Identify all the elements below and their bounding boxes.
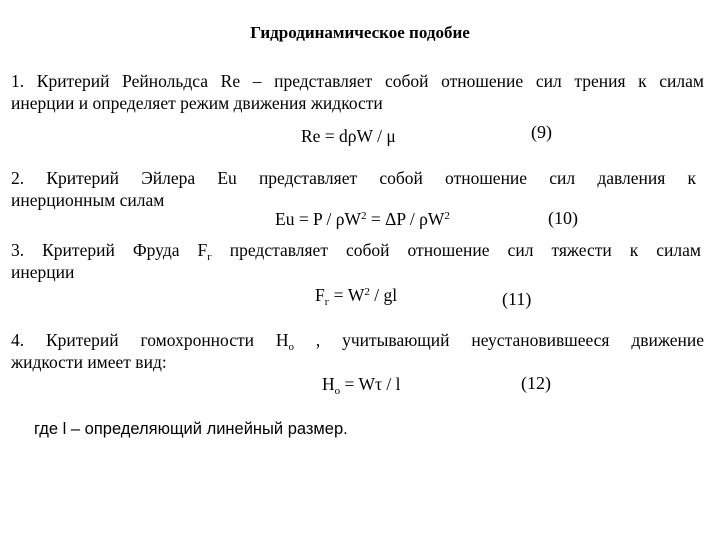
criterion-1-line-1: 1. Критерий Рейнольдса Re – представляет собой отношение сил трения к силам bbox=[11, 71, 704, 91]
formula-homochronicity-part-1: H bbox=[322, 374, 335, 394]
criterion-4-line-1-part-2: , учитывающий неустановившееся движение bbox=[294, 330, 704, 350]
equation-number-12: (12) bbox=[521, 373, 551, 393]
formula-euler bbox=[275, 209, 450, 230]
criterion-4-line-1-part-1: 4. Критерий гомохронности H bbox=[11, 330, 289, 350]
formula-froude-exp: 2 bbox=[364, 286, 370, 298]
formula-homochronicity-sub: o bbox=[334, 385, 341, 397]
formula-homochronicity bbox=[322, 374, 400, 395]
criterion-3-line-1-part-1: 3. Критерий Фруда F bbox=[11, 240, 208, 260]
criterion-4-line-1 bbox=[11, 330, 704, 353]
formula-froude-part-3: / gl bbox=[369, 285, 398, 305]
criterion-3-line-1 bbox=[11, 240, 701, 263]
criterion-3-line-2: инерции bbox=[11, 262, 75, 282]
criterion-1-line-2: инерции и определяет режим движения жидкости bbox=[11, 93, 383, 113]
criterion-2-line-1: 2. Критерий Эйлера Eu представляет собой отношение сил давления к bbox=[11, 168, 696, 188]
formula-euler-exp-1: 2 bbox=[361, 210, 367, 222]
formula-homochronicity-part-2: = Wτ / l bbox=[340, 374, 401, 394]
criterion-3-line-1-part-2: представляет собой отношение сил тяжести к силам bbox=[211, 240, 701, 260]
equation-number-11: (11) bbox=[502, 289, 532, 309]
formula-reynolds: Re = dρW / μ bbox=[301, 126, 396, 146]
formula-euler-exp-2: 2 bbox=[444, 210, 450, 222]
formula-euler-part-2: = ΔP / ρW bbox=[366, 209, 445, 229]
page-title: Гидродинамическое подобие bbox=[250, 23, 470, 42]
formula-froude-sub: г bbox=[324, 296, 330, 308]
equation-number-10: (10) bbox=[548, 208, 578, 228]
criterion-3-line-1-sub: г bbox=[207, 251, 212, 263]
formula-froude-part-2: = W bbox=[329, 285, 365, 305]
criterion-2-line-2: инерционным силам bbox=[11, 190, 165, 210]
criterion-4-line-2: жидкости имеет вид: bbox=[11, 352, 167, 372]
footnote-definition: где l – определяющий линейный размер. bbox=[34, 420, 348, 438]
formula-froude bbox=[315, 285, 397, 306]
formula-euler-part-1: Eu = P / ρW bbox=[275, 209, 362, 229]
criterion-4-line-1-sub: o bbox=[288, 341, 295, 353]
formula-froude-part-1: F bbox=[315, 285, 325, 305]
equation-number-9: (9) bbox=[531, 122, 552, 142]
